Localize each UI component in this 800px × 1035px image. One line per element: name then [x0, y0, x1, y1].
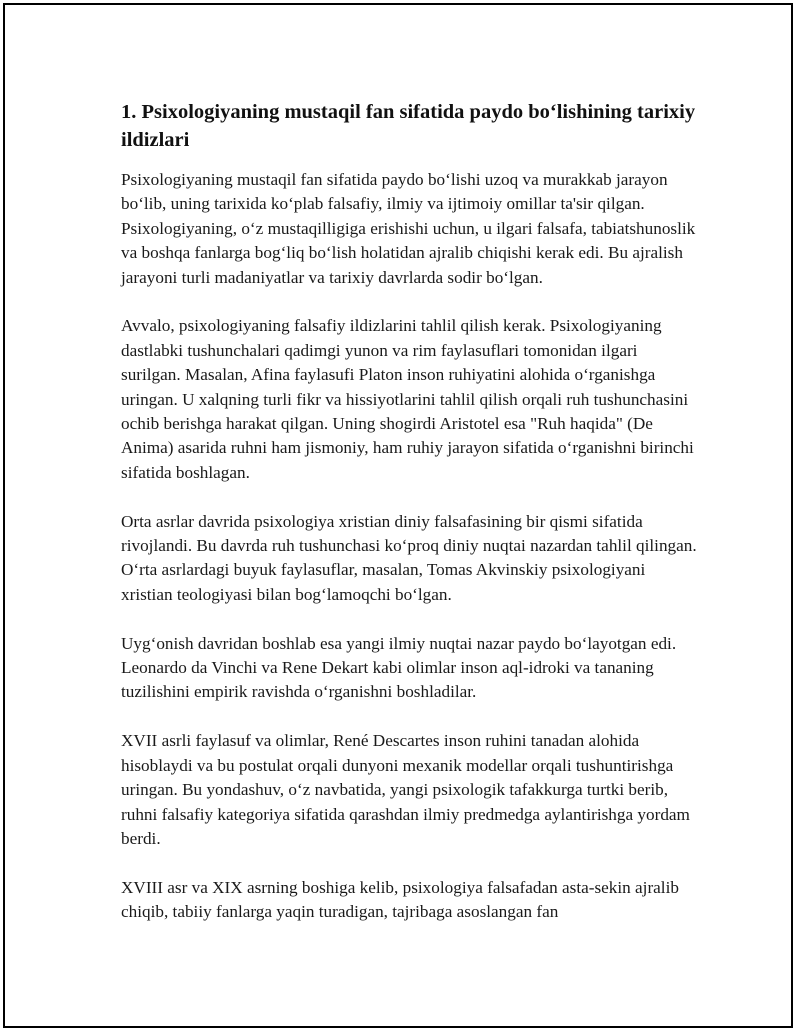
document-content: [121, 98, 701, 949]
paragraph: XVII asrli faylasuf va olimlar, René Descartes inson ruhini tanadan alohida hisoblaydi va bu postulat orqali dunyoni mexanik modellar orqali tushuntirishga uringan. Bu yondashuv, o‘z navbatida, yangi psixologik tafakkurga turtki berib, ruhni falsafiy kategoriya sifatida qarashdan ilmiy predmedga aylantirishga yordam berdi.: [121, 731, 690, 848]
paragraph: Psixologiyaning mustaqil fan sifatida paydo bo‘lishi uzoq va murakkab jarayon bo‘lib, uning tarixida ko‘plab falsafiy, ilmiy va ijtimoiy omillar ta'sir qilgan. Psixologiyaning, o‘z mustaqilligiga erishishi uchun, u ilgari falsafa, tabiatshunoslik va boshqa fanlarga bog‘liq bo‘lish holatidan ajralib chiqishi kerak edi. Bu ajralish jarayoni turli madaniyatlar va tarixiy davrlarda sodir bo‘lgan.: [121, 170, 696, 287]
section-heading: 1. Psixologiyaning mustaqil fan sifatida paydo bo‘lishining tarixiy ildizlari: [121, 101, 696, 151]
paragraph: Orta asrlar davrida psixologiya xristian diniy falsafasining bir qismi sifatida rivojlandi. Bu davrda ruh tushunchasi ko‘proq diniy nuqtai nazardan tahlil qilingan. O‘rta asrlardagi buyuk faylasuflar, masalan, Tomas Akvinskiy psixologiyani xristian teologiyasi bilan bog‘lamoqchi bo‘lgan.: [121, 511, 697, 604]
paragraph: Avvalo, psixologiyaning falsafiy ildizlarini tahlil qilish kerak. Psixologiyaning dastlabki tushunchalari qadimgi yunon va rim faylasuflari tomonidan ilgari surilgan. Masalan, Afina faylasufi Platon inson ruhiyatini alohida o‘rganishga uringan. U xalqning turli fikr va hissiyotlarini tahlil qilish orqali ruh tushunchasini ochib berishga harakat qilgan. Uning shogirdi Aristotel esa "Ruh haqida" (De Anima) asarida ruhni ham jismoniy, ham ruhiy jarayon sifatida o‘rganishni birinchi sifatida boshlagan.: [121, 316, 694, 482]
paragraph: XVIII asr va XIX asrning boshiga kelib, psixologiya falsafadan asta-sekin ajralib chiqib, tabiiy fanlarga yaqin turadigan, tajribaga asoslangan fan: [121, 877, 679, 922]
paragraph: Uyg‘onish davridan boshlab esa yangi ilmiy nuqtai nazar paydo bo‘layotgan edi. Leonardo da Vinchi va Rene Dekart kabi olimlar inson aql-idroki va tananing tuzilishini empirik ravishda o‘rganishni boshladilar.: [121, 633, 677, 702]
document-page: [3, 3, 793, 1028]
